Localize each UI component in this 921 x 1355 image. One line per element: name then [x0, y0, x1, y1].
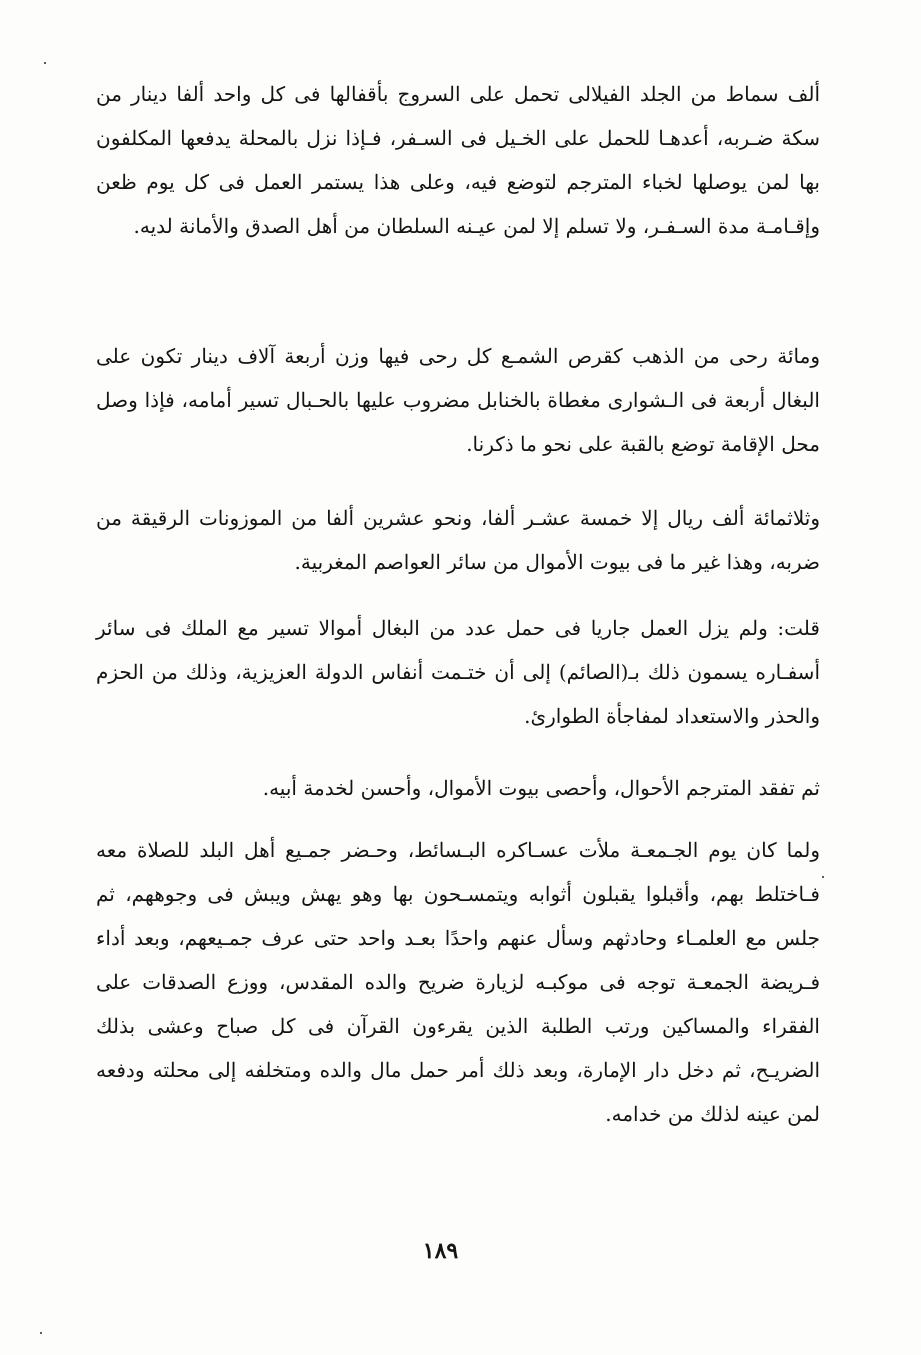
paragraph-3: وثلاثمائة ألف ريال إلا خمسة عشـر ألفا، ونحو عشرين ألفا من الموزونات الرقيقة من ضربه، وهذا غير ما فى بيوت الأموال من سائر العواصم المغربية.	[96, 506, 820, 574]
paragraph-4: قلت: ولم يزل العمل جاريا فى حمل عدد من البغال أموالا تسير مع الملك فى سائر أسفـاره يسمون ذلك بـ(الصائم) إلى أن ختـمت أنفاس الدولة العزيزية، وذلك من الحزم والحذر والاستعداد لمفاجأة الطوارئ.	[96, 616, 820, 728]
scan-speck	[44, 62, 46, 64]
paragraph-5: ثم تفقد المترجم الأحوال، وأحصى بيوت الأموال، وأحسن لخدمة أبيه.	[262, 776, 820, 800]
paragraph-1: ألف سماط من الجلد الفيلالى تحمل على السروج بأقفالها فى كل واحد ألفا دينار من سكة ضـربه، أعدهـا للحمل على الخـيل فى السـفر، فـإذا نزل بالمحلة يدفعها المكلفون بها لمن يوصلها لخباء المترجم لتوضع فيه، وعلى هذا يستمر العمل فى كل يوم ظعن وإقـامـة مدة السـفـر، ولا تسلم إلا لمن عيـنه السلطان من أهل الصدق والأمانة لديه.	[96, 82, 820, 238]
paragraph-2: ومائة رحى من الذهب كقرص الشمـع كل رحى فيها وزن أربعة آلاف دينار تكون على البغال أربعة فى الـشوارى مغطاة بالخنابل مضروب عليها بالحـبال تسير أمامه، فإذا وصل محل الإقامة توضع بالقبة على نحو ما ذكرنا.	[96, 344, 820, 456]
paragraph-6: ولما كان يوم الجـمعـة ملأت عسـاكره البـسائط، وحـضر جمـيع أهل البلد للصلاة معه فـاختلط بهم، وأقبلوا يقبلون أثوابه ويتمسـحون بها وهو يهش ويبش فى وجوههم، ثم جلس مع العلمـاء وحادثهم وسأل عنهم واحدًا بعـد واحد حتى عرف جمـيعهم، وبعد أداء فـريضة الجمعـة توجه فى موكبـه لزيارة ضريح والده المقدس، ووزع الصدقات على الفقراء والمساكين ورتب الطلبة الذين يقرءون القرآن فى كل صباح وعشى بذلك الضريـح، ثم دخل دار الإمارة، وبعد ذلك أمر حمل مال والده ومتخلفه إلى محلته ودفعه لمن عينه لذلك من خدامه.	[96, 838, 820, 1126]
page-number: ١٨٩	[422, 1238, 459, 1264]
scan-speck	[40, 1332, 42, 1334]
scan-speck	[822, 876, 824, 878]
